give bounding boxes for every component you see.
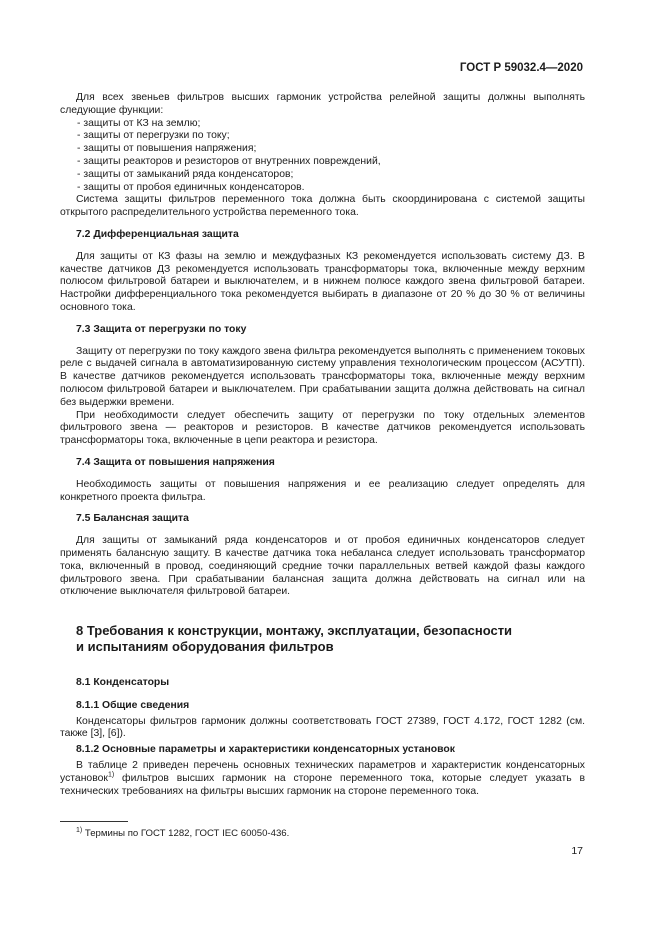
intro-paragraph: Для всех звеньев фильтров высших гармоник устройства релейной защиты должны выполнять следующие функции:: [60, 92, 585, 116]
section-7-4-paragraph: Необходимость защиты от повышения напряжения и ее реализацию следует определять для конкретного проекта фильтра.: [60, 478, 585, 503]
section-7-2-heading: 7.2 Дифференциальная защита: [76, 228, 239, 240]
section-8-1-2-paragraph: [60, 760, 585, 798]
coordination-paragraph: Система защиты фильтров переменного тока должна быть скоординирована с системой защиты открытого распределительного устройства переменного тока.: [60, 194, 585, 219]
section-7-2-paragraph: Для защиты от КЗ фазы на землю и междуфазных КЗ рекомендуется использовать систему ДЗ. В качестве датчиков ДЗ рекомендуется использовать трансформаторы тока, включенные между верхним полюсом фильтровой батареи и выключателем, и в нижнем полюсе каждого звена фильтровой батареи. Настройки дифференциального тока рекомендуется выбирать в диапазоне от 20 % до 30 % от величины основного тока.: [60, 250, 585, 313]
footnote-text: Термины по ГОСТ 1282, ГОСТ IEC 60050-436.: [82, 828, 290, 839]
list-item: - защиты от КЗ на землю;: [77, 117, 201, 129]
section-7-5-heading: 7.5 Балансная защита: [76, 513, 189, 525]
list-item: - защиты от пробоя единичных конденсаторов.: [77, 181, 305, 193]
section-7-3-paragraph: При необходимости следует обеспечить защиту от перегрузки по току отдельных элементов фильтрового звена — реакторов и резисторов. В качестве датчиков рекомендуется использовать трансформаторы тока, включенные в цепи реактора и резистора.: [60, 409, 585, 447]
section-8-1-heading: 8.1 Конденсаторы: [76, 677, 170, 689]
paragraph-text: В таблице 2 приведен перечень основных технических параметров и характеристик конденсаторных установок: [60, 760, 585, 784]
section-7-3-heading: 7.3 Защита от перегрузки по току: [76, 323, 247, 335]
footnote-divider: [60, 821, 128, 822]
list-item: - защиты реакторов и резисторов от внутренних повреждений,: [77, 155, 381, 167]
list-item: - защиты от замыканий ряда конденсаторов;: [77, 168, 294, 180]
body-text: [60, 92, 585, 798]
section-8-1-2-heading: 8.1.2 Основные параметры и характеристики конденсаторных установок: [76, 744, 455, 756]
functions-list: [60, 118, 585, 195]
footnote-mark: 1): [76, 826, 83, 834]
page-number: 17: [571, 845, 583, 857]
section-7-4-heading: 7.4 Защита от повышения напряжения: [76, 456, 275, 468]
footnote: [76, 828, 289, 839]
standard-id: ГОСТ Р 59032.4—2020: [459, 62, 583, 74]
section-8-title-line1: 8 Требования к конструкции, монтажу, эксплуатации, безопасности: [76, 623, 513, 639]
section-8-1-1-heading: 8.1.1 Общие сведения: [76, 699, 190, 711]
list-item: - защиты от повышения напряжения;: [77, 143, 257, 155]
paragraph-text: фильтров высших гармоник на стороне переменного тока, которые следует указать в технических требованиях на фильтры высших гармоник на стороне переменного тока.: [60, 772, 585, 797]
section-7-5-paragraph: Для защиты от замыканий ряда конденсаторов и от пробоя единичных конденсаторов следует применять балансную защиту. В качестве датчика тока небаланса следует использовать трансформатор тока, включенный в провод, соединяющий средние точки параллельных ветвей каждой фазы каждого фильтрового звена. При срабатывании балансная защита должна действовать на сигнал или на отключение выключателя фильтровой батареи.: [60, 535, 585, 598]
section-8-title-line2: и испытаниям оборудования фильтров: [76, 639, 334, 655]
section-8-heading: [60, 623, 585, 655]
footnote-ref: 1): [107, 771, 115, 779]
section-7-3-paragraph: Защиту от перегрузки по току каждого звена фильтра рекомендуется выполнять с применением токовых реле с выдачей сигнала в автоматизированную систему управления технологическим процессом (АСУТП). В качестве датчиков рекомендуется использовать трансформаторы тока, включенные между верхним полюсом фильтровой батареи и выключателем. При срабатывании защита должна действовать на сигнал без выдержки времени.: [60, 345, 585, 408]
section-8-1-1-paragraph: Конденсаторы фильтров гармоник должны соответствовать ГОСТ 27389, ГОСТ 4.172, ГОСТ 1282 (см. также [3], [6]).: [60, 715, 585, 740]
list-item: - защиты от перегрузки по току;: [77, 130, 230, 142]
